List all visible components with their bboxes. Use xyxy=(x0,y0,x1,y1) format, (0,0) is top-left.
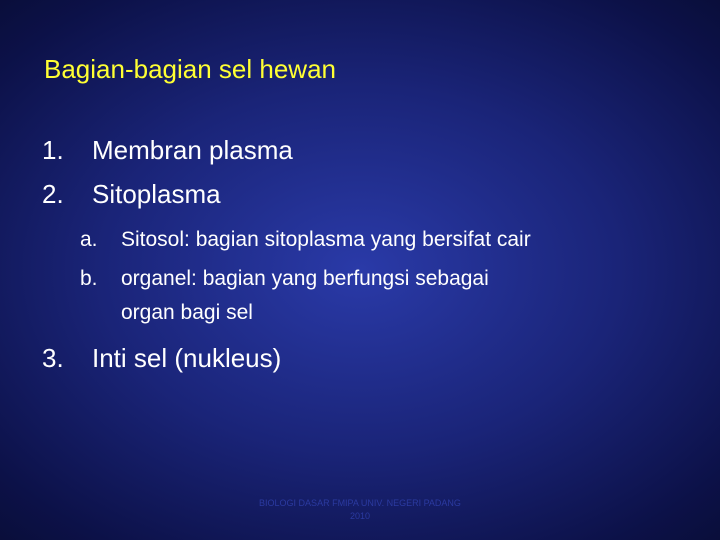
slide-footer: BIOLOGI DASAR FMIPA UNIV. NEGERI PADANG 2010 xyxy=(259,498,461,521)
list-item-number: 2. xyxy=(42,179,64,209)
list-item-text: Inti sel (nukleus) xyxy=(92,343,282,373)
sub-list-item-text: Sitosol: bagian sitoplasma yang bersifat cair xyxy=(121,228,531,251)
slide-title: Bagian-bagian sel hewan xyxy=(44,54,336,84)
sub-list-item-letter: b. xyxy=(80,267,98,290)
list-item-number: 3. xyxy=(42,343,64,373)
sub-list-item-text: organel: bagian yang berfungsi sebagai xyxy=(121,267,489,290)
sub-list-item-continuation: organ bagi sel xyxy=(121,301,253,324)
list-item-number: 1. xyxy=(42,135,64,165)
list-item-text: Membran plasma xyxy=(92,135,293,165)
list-item-text: Sitoplasma xyxy=(92,179,221,209)
sub-list-item-letter: a. xyxy=(80,228,98,251)
